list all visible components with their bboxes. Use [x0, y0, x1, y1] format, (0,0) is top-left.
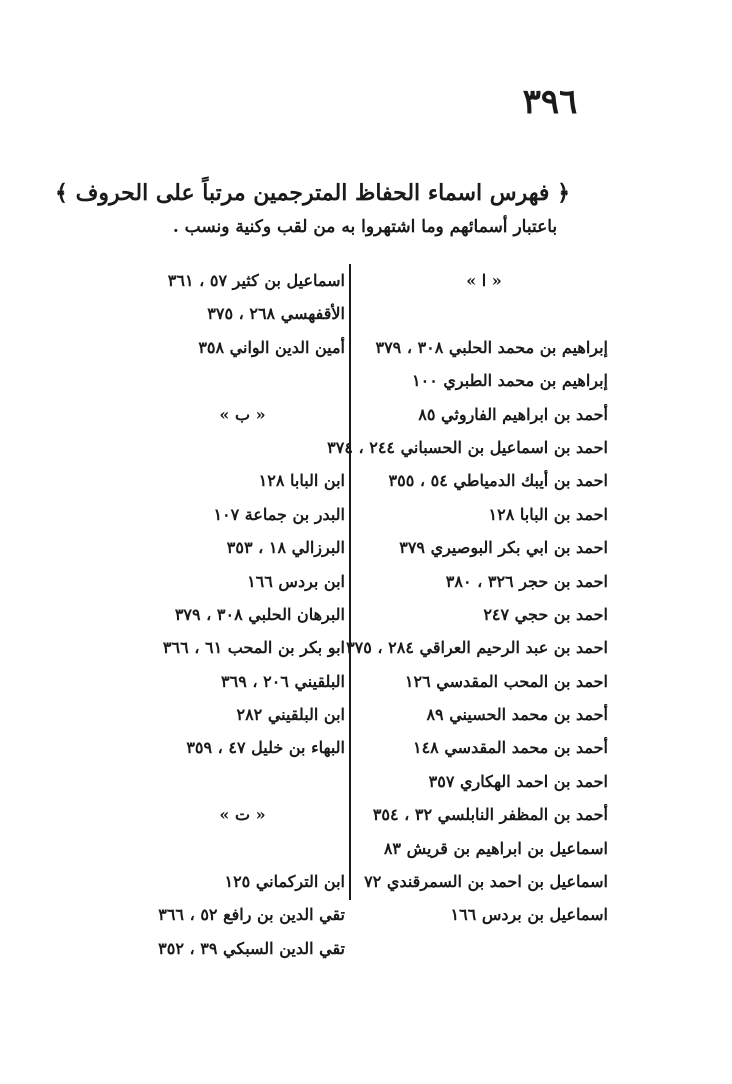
index-entry: احمد بن حجر ٣٢٦ ، ٣٨٠ [445, 571, 608, 591]
index-entry: ابن البلقيني ٢٨٢ [236, 705, 345, 725]
index-entry: أمين الدين الواني ٣٥٨ [198, 337, 345, 357]
index-entry: البرهان الحلبي ٣٠٨ ، ٣٧٩ [174, 604, 345, 624]
index-entry: أحمد بن ابراهيم الفاروثي ٨٥ [418, 404, 608, 424]
index-entry: تقي الدين بن رافع ٥٢ ، ٣٦٦ [158, 905, 345, 925]
letter-heading-alif: « ا » [466, 271, 502, 290]
index-entry: ابن التركماني ١٢٥ [224, 872, 345, 892]
index-entry: الأقفهسي ٢٦٨ ، ٣٧٥ [207, 304, 345, 324]
index-entry: اسماعيل بن احمد بن السمرقندي ٧٢ [364, 872, 608, 892]
column-divider [349, 264, 351, 900]
index-entry: احمد بن المحب المقدسي ١٢٦ [404, 671, 608, 691]
index-entry: احمد بن أيبك الدمياطي ٥٤ ، ٣٥٥ [388, 471, 608, 491]
index-entry: البدر بن جماعة ١٠٧ [213, 504, 345, 524]
spacer [360, 297, 608, 330]
index-entry: احمد بن البابا ١٢٨ [488, 504, 608, 524]
index-entry: أحمد بن محمد الحسيني ٨٩ [426, 705, 608, 725]
index-entry: احمد بن ابي بكر البوصيري ٣٧٩ [399, 538, 608, 558]
index-entry: اسماعيل بن ابراهيم بن قريش ٨٣ [383, 838, 608, 858]
index-entry: البهاء بن خليل ٤٧ ، ٣٥٩ [186, 738, 345, 758]
spacer [140, 431, 345, 464]
letter-heading-ta: « ت » [219, 805, 266, 825]
index-entry: أحمد بن المظفر النابلسي ٣٢ ، ٣٥٤ [372, 805, 608, 825]
page-number: ٣٩٦ [522, 82, 578, 122]
index-entry: تقي الدين السبكي ٣٩ ، ٣٥٢ [158, 938, 345, 958]
spacer [140, 364, 345, 397]
index-entry: اسماعيل بن بردس ١٦٦ [450, 905, 608, 925]
index-entry: أحمد بن محمد المقدسي ١٤٨ [412, 738, 608, 758]
index-title: ﴿ فهرس اسماء الحفاظ المترجمين مرتباً على الحروف ﴾ [55, 180, 570, 206]
index-entry: إبراهيم بن محمد الحلبي ٣٠٨ ، ٣٧٩ [375, 337, 608, 357]
index-entry: احمد بن حجي ٢٤٧ [483, 604, 608, 624]
index-entry: احمد بن احمد الهكاري ٣٥٧ [428, 771, 608, 791]
index-entry: احمد بن عبد الرحيم العراقي ٢٨٤ ، ٣٧٥ [346, 638, 608, 658]
index-entry: ابن البابا ١٢٨ [258, 471, 345, 491]
index-entry: اسماعيل بن كثير ٥٧ ، ٣٦١ [167, 271, 345, 290]
index-entry: إبراهيم بن محمد الطبري ١٠٠ [412, 371, 608, 391]
index-entry: ابو بكر بن المحب ٦١ ، ٣٦٦ [162, 638, 345, 658]
left-column [140, 264, 345, 965]
letter-heading-ba: « ب » [219, 404, 266, 424]
index-entry: البلقيني ٢٠٦ ، ٣٦٩ [221, 671, 345, 691]
index-entry: احمد بن اسماعيل بن الحسباني ٢٤٤ ، ٣٧٤ [327, 437, 608, 457]
spacer [140, 765, 345, 798]
index-entry: ابن بردس ١٦٦ [247, 571, 345, 591]
right-column [327, 264, 608, 932]
index-subtitle: باعتبار أسمائهم وما اشتهروا به من لقب وكنية ونسب . [172, 217, 558, 237]
spacer [140, 832, 345, 865]
index-entry: البرزالي ١٨ ، ٣٥٣ [226, 538, 345, 558]
